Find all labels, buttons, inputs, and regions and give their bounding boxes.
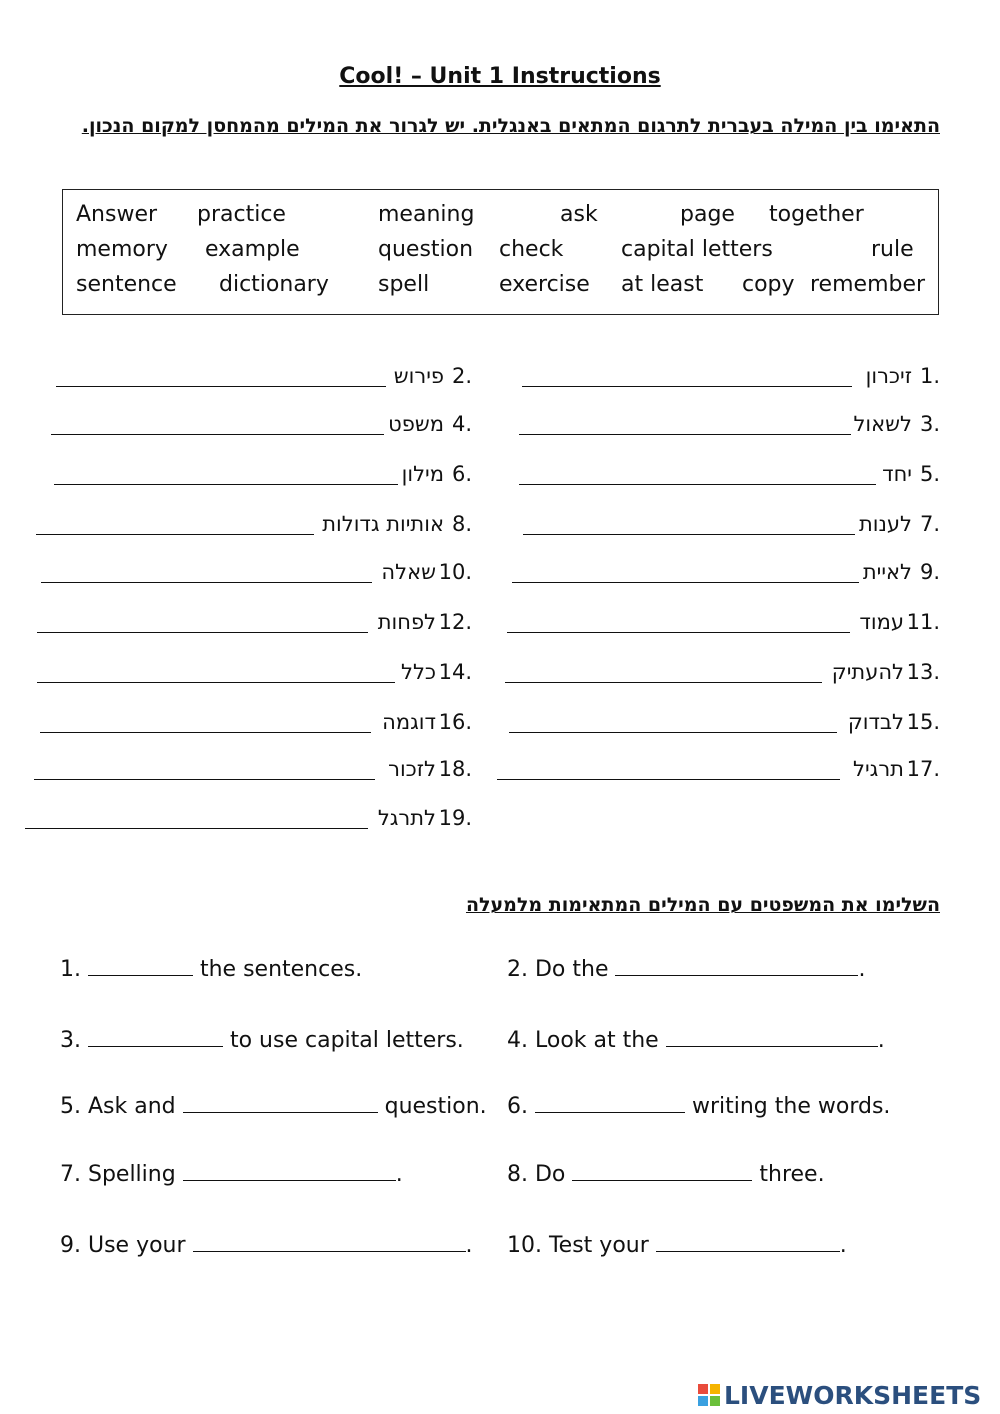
sentence-blank[interactable] (572, 1162, 752, 1181)
matching-item (51, 412, 472, 442)
bank-word[interactable]: example (205, 237, 300, 262)
liveworksheets-logo-icon (698, 1384, 720, 1406)
bank-word[interactable]: rule (871, 237, 914, 262)
hebrew-word: תרגיל (853, 757, 904, 781)
item-number: 14. (438, 660, 472, 684)
hebrew-word: כלל (401, 660, 436, 684)
bank-word[interactable]: capital letters (621, 237, 773, 262)
sentence-end: . (858, 957, 866, 982)
instructions: התאימו בין המילה בעברית לתרגום המתאים באנגלית. יש לגרור את המילים מהמחסן למקום הנכון. (81, 115, 940, 137)
item-number: 15. (906, 710, 940, 734)
sentence-blank[interactable] (666, 1028, 878, 1047)
bank-word[interactable]: memory (76, 237, 168, 262)
sentence-blank[interactable] (656, 1233, 840, 1252)
matching-item (507, 610, 940, 640)
item-number: 17. (906, 757, 940, 781)
answer-drop-line[interactable] (509, 732, 837, 733)
sentence-start: 4. Look at the (507, 1028, 666, 1053)
item-number: 5. (919, 462, 940, 486)
hebrew-word: לשאול (853, 412, 912, 436)
sentence-end: . (395, 1162, 403, 1187)
sentence-end: writing the words. (684, 1094, 891, 1119)
hebrew-word: שאלה (381, 560, 436, 584)
item-number: 3. (919, 412, 940, 436)
sentence-end: question. (377, 1094, 487, 1119)
hebrew-word: אותיות גדולות (322, 512, 444, 536)
sentence-item (507, 957, 865, 982)
matching-item (54, 462, 472, 492)
sentence-blank[interactable] (615, 957, 858, 976)
item-number: 16. (438, 710, 472, 734)
item-number: 8. (451, 512, 472, 536)
answer-drop-line[interactable] (523, 534, 855, 535)
sentence-item (60, 957, 362, 982)
sentence-item (60, 1094, 487, 1119)
bank-word[interactable]: page (680, 202, 735, 227)
hebrew-word: לבדוק (847, 710, 904, 734)
item-number: 7. (919, 512, 940, 536)
matching-item (523, 512, 940, 542)
matching-item (512, 560, 940, 590)
matching-item (41, 560, 472, 590)
sentence-start: 1. (60, 957, 88, 982)
item-number: 12. (438, 610, 472, 634)
bank-word[interactable]: sentence (76, 272, 177, 297)
section2-title: השלימו את המשפטים עם המילים המתאימות מלמעלה (465, 894, 940, 916)
bank-word[interactable]: check (499, 237, 564, 262)
bank-word[interactable]: practice (197, 202, 286, 227)
sentence-blank[interactable] (88, 1028, 223, 1047)
item-number: 11. (906, 610, 940, 634)
hebrew-word: להעתיק (831, 660, 904, 684)
answer-drop-line[interactable] (512, 582, 859, 583)
matching-item (40, 710, 472, 740)
item-number: 10. (438, 560, 472, 584)
answer-drop-line[interactable] (505, 682, 822, 683)
bank-word[interactable]: spell (378, 272, 430, 297)
hebrew-word: לתרגל (377, 806, 436, 830)
answer-drop-line[interactable] (34, 779, 375, 780)
hebrew-word: דוגמה (382, 710, 436, 734)
sentence-start: 2. Do the (507, 957, 616, 982)
answer-drop-line[interactable] (519, 434, 851, 435)
answer-drop-line[interactable] (40, 732, 371, 733)
answer-drop-line[interactable] (36, 534, 314, 535)
hebrew-word: לזכור (388, 757, 436, 781)
sentence-start: 3. (60, 1028, 88, 1053)
matching-item (505, 660, 940, 690)
sentence-start: 6. (507, 1094, 535, 1119)
sentence-end: the sentences. (192, 957, 363, 982)
bank-word[interactable]: copy (742, 272, 795, 297)
matching-item (34, 757, 472, 787)
sentence-item (507, 1233, 847, 1258)
sentence-start: 9. Use your (60, 1233, 193, 1258)
answer-drop-line[interactable] (519, 484, 876, 485)
item-number: 18. (438, 757, 472, 781)
sentence-blank[interactable] (535, 1094, 685, 1113)
sentence-item (507, 1028, 885, 1053)
bank-word[interactable]: question (378, 237, 474, 262)
matching-item (522, 364, 940, 394)
sentence-item (507, 1094, 890, 1119)
answer-drop-line[interactable] (56, 386, 386, 387)
item-number: 19. (438, 806, 472, 830)
matching-item (519, 462, 940, 492)
sentence-end: three. (752, 1162, 825, 1187)
matching-item (509, 710, 940, 740)
sentence-start: 10. Test your (507, 1233, 656, 1258)
hebrew-word: פירוש (393, 364, 444, 388)
answer-drop-line[interactable] (522, 386, 852, 387)
sentence-end: . (839, 1233, 847, 1258)
item-number: 13. (906, 660, 940, 684)
footer-brand: LIVEWORKSHEETS (724, 1380, 982, 1410)
sentence-blank[interactable] (88, 957, 193, 976)
answer-drop-line[interactable] (497, 779, 840, 780)
hebrew-word: יחד (882, 462, 912, 486)
word-bank (62, 189, 939, 315)
sentence-end: to use capital letters. (222, 1028, 464, 1053)
sentence-item (60, 1028, 464, 1053)
answer-drop-line[interactable] (37, 632, 368, 633)
liveworksheets-footer (698, 1380, 981, 1410)
bank-word[interactable]: Answer (76, 202, 158, 227)
item-number: 1. (919, 364, 940, 388)
sentence-item (60, 1233, 473, 1258)
hebrew-word: מילון (401, 462, 444, 486)
bank-word[interactable]: remember (810, 272, 926, 297)
hebrew-word: לאיית (862, 560, 912, 584)
item-number: 6. (451, 462, 472, 486)
hebrew-word: לפחות (377, 610, 436, 634)
hebrew-word: עמוד (859, 610, 904, 634)
bank-word[interactable]: exercise (499, 272, 590, 297)
sentence-blank[interactable] (193, 1233, 466, 1252)
bank-word[interactable]: at least (621, 272, 704, 297)
sentence-start: 5. Ask and (60, 1094, 183, 1119)
answer-drop-line[interactable] (54, 484, 398, 485)
sentence-end: . (465, 1233, 473, 1258)
bank-word[interactable]: meaning (378, 202, 475, 227)
sentence-start: 7. Spelling (60, 1162, 183, 1187)
sentence-item (60, 1162, 403, 1187)
matching-item (497, 757, 940, 787)
answer-drop-line[interactable] (41, 582, 372, 583)
item-number: 2. (451, 364, 472, 388)
worksheet-title: Cool! – Unit 1 Instructions (339, 64, 661, 89)
matching-item (25, 806, 472, 836)
matching-item (37, 660, 472, 690)
sentence-blank[interactable] (183, 1162, 396, 1181)
answer-drop-line[interactable] (51, 434, 384, 435)
matching-item (56, 364, 472, 394)
sentence-item (507, 1162, 825, 1187)
sentence-end: . (877, 1028, 885, 1053)
matching-item (519, 412, 940, 442)
bank-word[interactable]: ask (560, 202, 598, 227)
hebrew-word: לענות (858, 512, 912, 536)
hebrew-word: משפט (388, 412, 444, 436)
item-number: 4. (451, 412, 472, 436)
item-number: 9. (919, 560, 940, 584)
hebrew-word: זיכרון (865, 364, 912, 388)
matching-item (37, 610, 472, 640)
matching-item (36, 512, 472, 542)
bank-word[interactable]: together (769, 202, 864, 227)
sentence-start: 8. Do (507, 1162, 573, 1187)
answer-drop-line[interactable] (507, 632, 850, 633)
answer-drop-line[interactable] (25, 828, 368, 829)
answer-drop-line[interactable] (37, 682, 395, 683)
bank-word[interactable]: dictionary (219, 272, 329, 297)
sentence-blank[interactable] (183, 1094, 378, 1113)
